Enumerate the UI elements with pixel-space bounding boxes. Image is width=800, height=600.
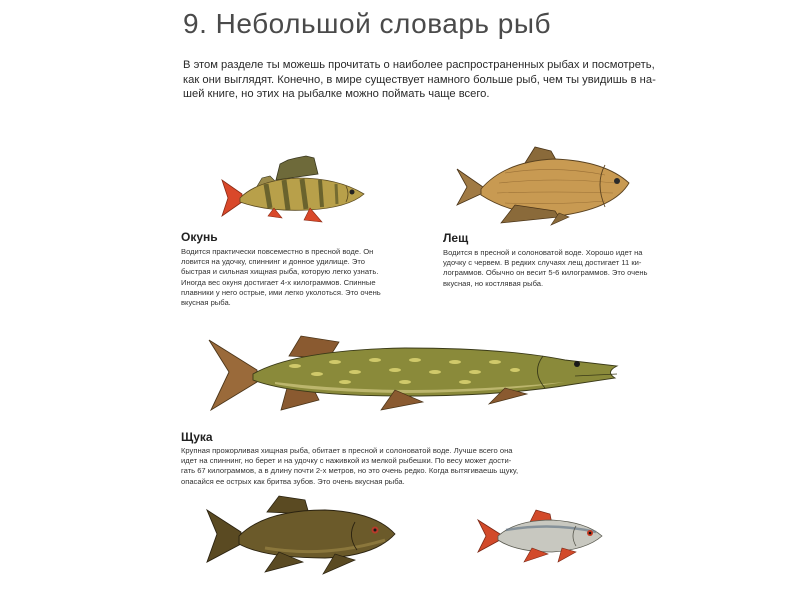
description-line: быстрая и сильная хищная рыба, которую легко узнать. — [181, 267, 379, 277]
tench-illustration — [205, 492, 400, 577]
intro-paragraph — [183, 58, 656, 102]
bream-name: Лещ — [443, 231, 469, 245]
page-title: 9. Небольшой словарь рыб — [183, 8, 552, 39]
perch-description — [181, 247, 381, 308]
intro-line: В этом разделе ты можешь прочитать о наиболее распространенных рыбах и посмотреть, — [183, 59, 655, 71]
pike-description — [181, 446, 518, 487]
description-line: вкусная, но костлявая рыба. — [443, 278, 544, 288]
description-line: идет на спиннинг, но берет и на удочку с наживкой из мелкой рыбешки. По весу может дости- — [181, 456, 512, 466]
description-line: вкусная рыба. — [181, 298, 231, 308]
intro-line: как они выглядят. Конечно, в мире существует намного больше рыб, чем ты увидишь в на- — [183, 73, 656, 86]
description-line: Крупная прожорливая хищная рыба, обитает в пресной и солоноватой воде. Лучше всего она — [181, 446, 513, 455]
perch-illustration — [218, 150, 373, 230]
description-line: Водится практически повсеместно в пресной воде. Он — [181, 247, 374, 256]
description-line: опасайся ее острых как бритва зубов. Это очень вкусная рыба. — [181, 476, 405, 486]
bream-description — [443, 248, 648, 289]
description-line: Иногда вес окуня достигает 4-х килограммов. Спинные — [181, 277, 376, 287]
pike-illustration — [205, 330, 625, 420]
bream-illustration — [455, 143, 635, 233]
intro-line: шей книге, но этих на рыбалке можно поймать чаще всего. — [183, 88, 490, 100]
description-line: лограммов. Обычно он весит 5-6 килограммов. Это очень — [443, 268, 648, 278]
description-line: гать 67 килограммов, а в длину почти 2-х метров, но это очень редко. Когда вытягиваешь щуку, — [181, 466, 519, 476]
description-line: плавники у него острые, ими легко уколоться. Это очень — [181, 287, 381, 297]
description-line: ловится на удочку, спиннинг и донное удилище. Это — [181, 257, 365, 267]
roach-illustration — [476, 506, 606, 566]
perch-name: Окунь — [181, 230, 218, 244]
description-line: Водится в пресной и солоноватой воде. Хорошо идет на — [443, 248, 643, 257]
description-line: удочку с червем. В редких случаях лещ достигает 11 ки- — [443, 258, 642, 268]
pike-name: Щука — [181, 430, 213, 444]
